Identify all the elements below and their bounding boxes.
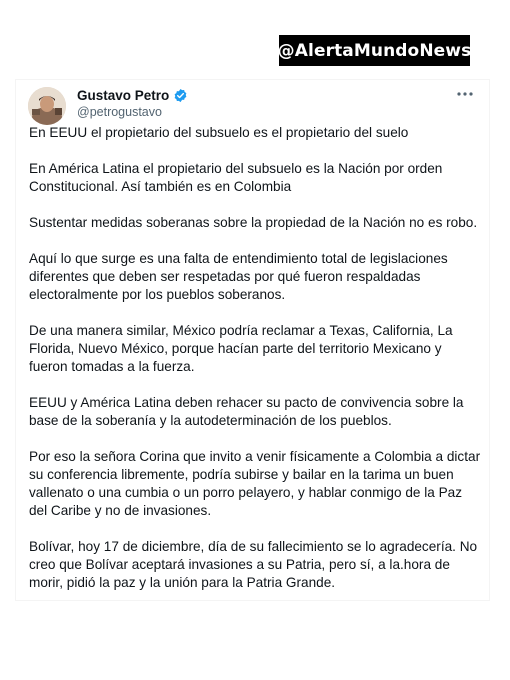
tweet-body — [29, 124, 481, 610]
tweet-header — [28, 84, 477, 124]
tweet-card — [16, 80, 489, 600]
tweet-paragraph: Por eso la señora Corina que invito a venir físicamente a Colombia a dictar su conferencia libremente, podría subirse y bailar en la tarima un buen vallenato o una cumbia o un porro pelayero, y hablar conmigo de la Paz del Caribe y no de invasiones. — [29, 449, 481, 518]
tweet-paragraph: En América Latina el propietario del subsuelo es la Nación por orden Constitucional. Así también es en Colombia — [29, 161, 443, 194]
avatar[interactable] — [28, 87, 66, 125]
author-name[interactable]: Gustavo Petro — [77, 88, 170, 103]
tweet-paragraph: De una manera similar, México podría reclamar a Texas, California, La Florida, Nuevo México, porque hacían parte del territorio Mexicano y fueron tomadas a la fuerza. — [29, 323, 453, 374]
author-name-row — [77, 88, 188, 103]
tweet-paragraph: Aquí lo que surge es una falta de entendimiento total de legislaciones diferentes que deben ser respetadas por qué fueron respaldadas electoralmente por los pueblos soberanos. — [29, 251, 448, 302]
tweet-paragraph: En EEUU el propietario del subsuelo es el propietario del suelo — [29, 125, 409, 140]
author-handle[interactable]: @petrogustavo — [77, 105, 162, 119]
tweet-paragraph: Sustentar medidas soberanas sobre la propiedad de la Nación no es robo. — [29, 215, 478, 230]
tweet-paragraph: Bolívar, hoy 17 de diciembre, día de su fallecimiento se lo agradecería. No creo que Bolívar aceptará invasiones a su Patria, pero sí, a la.hora de morir, pidió la paz y la unión para la Patria Grande. — [29, 539, 478, 590]
tweet-paragraph: EEUU y América Latina deben rehacer su pacto de convivencia sobre la base de la soberanía y la autodeterminación de los pueblos. — [29, 395, 464, 428]
watermark-label: @AlertaMundoNews — [279, 35, 470, 66]
verified-badge-icon — [173, 88, 188, 103]
more-options-icon[interactable] — [455, 86, 475, 102]
